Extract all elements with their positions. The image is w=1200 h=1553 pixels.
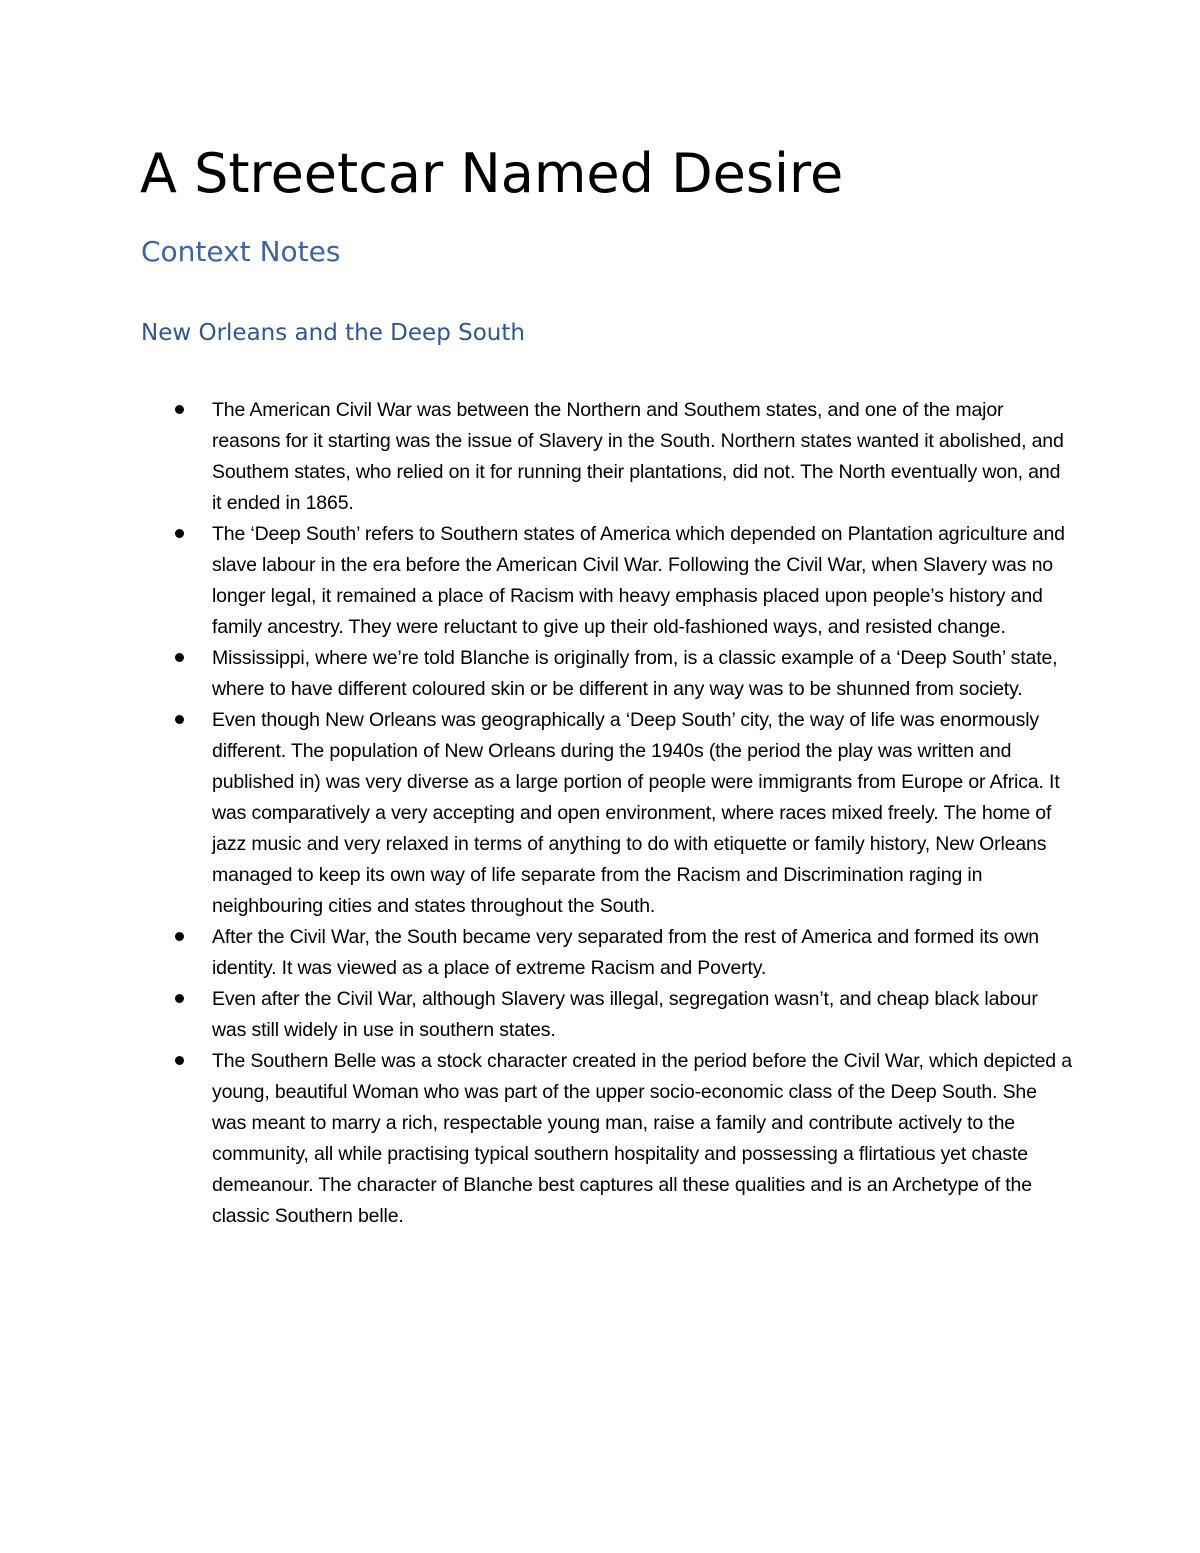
bullet-text: Even though New Orleans was geographically a ‘Deep South’ city, the way of life was enormously different. The population of New Orleans during the 1940s (the period the play was written and published in) was very diverse as a large portion of people were immigrants from Europe or Africa. It was comparatively a very accepting and open environment, where races mixed freely. The home of jazz music and very relaxed in terms of anything to do with etiquette or family history, New Orleans managed to keep its own way of life separate from the Racism and Discrimination raging in neighbouring cities and states throughout the South. (212, 709, 1060, 917)
bullet-text: The Southern Belle was a stock character created in the period before the Civil War, which depicted a young, beautiful Woman who was part of the upper socio-economic class of the Deep South. She was meant to marry a rich, respectable young man, raise a family and contribute actively to the community, all while practising typical southern hospitality and possessing a flirtatious yet chaste demeanour. The character of Blanche best captures all these qualities and is an Archetype of the classic Southern belle. (212, 1050, 1072, 1227)
bullet-icon (175, 529, 184, 538)
bullet-icon (175, 1056, 184, 1065)
section-heading: New Orleans and the Deep South (141, 320, 525, 346)
bullet-list (0, 395, 1200, 1232)
bullet-text: After the Civil War, the South became very separated from the rest of America and formed its own identity. It was viewed as a place of extreme Racism and Poverty. (212, 926, 1040, 979)
bullet-icon (175, 653, 184, 662)
bullet-text: The ‘Deep South’ refers to Southern states of America which depended on Plantation agriculture and slave labour in the era before the American Civil War. Following the Civil War, when Slavery was no longer legal, it remained a place of Racism with heavy emphasis placed upon people’s history and family ancestry. They were reluctant to give up their old-fashioned ways, and resisted change. (212, 523, 1065, 638)
bullet-text: Even after the Civil War, although Slavery was illegal, segregation wasn’t, and cheap black labour was still widely in use in southern states. (212, 988, 1038, 1041)
bullet-text: Mississippi, where we’re told Blanche is originally from, is a classic example of a ‘Deep South’ state, where to have different coloured skin or be different in any way was to be shunned from society. (212, 647, 1058, 700)
document-title: A Streetcar Named Desire (140, 142, 844, 205)
bullet-icon (175, 994, 184, 1003)
list-item (0, 643, 1200, 705)
list-item (0, 705, 1200, 922)
list-item (0, 922, 1200, 984)
document-subtitle: Context Notes (141, 235, 341, 268)
bullet-icon (175, 405, 184, 414)
bullet-text: The American Civil War was between the Northern and Southem states, and one of the major reasons for it starting was the issue of Slavery in the South. Northern states wanted it abolished, and Southem states, who relied on it for running their plantations, did not. The North eventually won, and it ended in 1865. (212, 399, 1064, 514)
list-item (0, 519, 1200, 643)
list-item (0, 395, 1200, 519)
list-item (0, 984, 1200, 1046)
list-item (0, 1046, 1200, 1232)
bullet-icon (175, 932, 184, 941)
bullet-icon (175, 715, 184, 724)
